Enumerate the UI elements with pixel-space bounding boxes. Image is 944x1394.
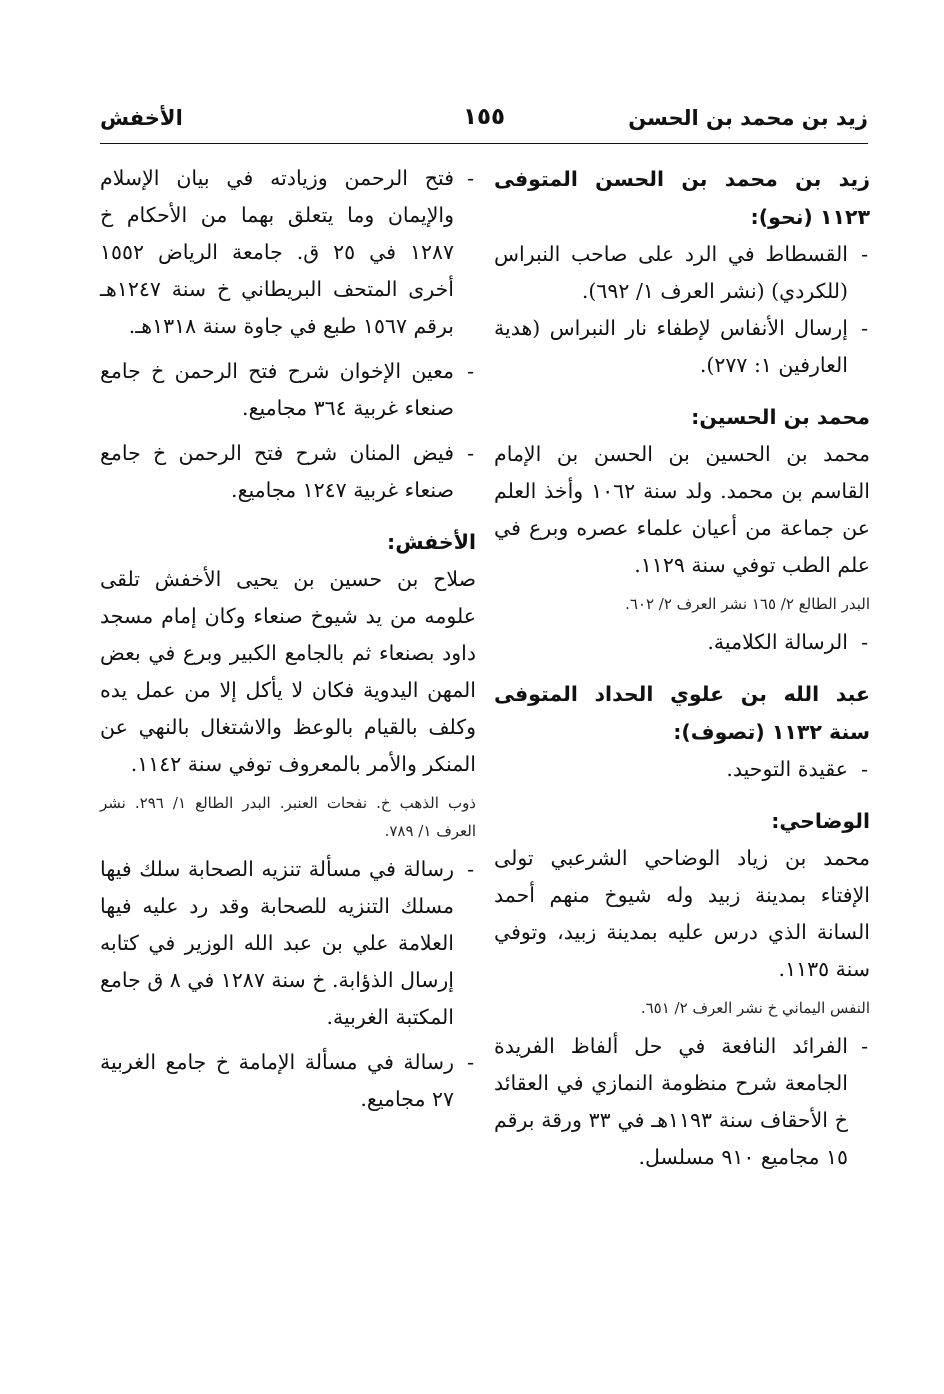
list-item: - معين الإخوان شرح فتح الرحمن خ جامع صنعاء غربية ٣٦٤ مجاميع.	[100, 353, 476, 427]
entry-text: محمد بن الحسين بن الحسن بن الإمام القاسم بن محمد. ولد سنة ١٠٦٢ وأخذ العلم عن جماعة من أعيان علماء عصره وبرع في علم الطب توفي سنة ١١٢٩.	[494, 442, 870, 577]
right-column	[494, 160, 870, 1176]
entry-source-note: ذوب الذهب خ. نفحات العنبر. البدر الطالع ١/ ٢٩٦. نشر العرف ١/ ٧٨٩.	[100, 794, 476, 840]
list-item: - فيض المنان شرح فتح الرحمن خ جامع صنعاء غربية ١٢٤٧ مجاميع.	[100, 435, 476, 509]
page-number: ١٥٥	[462, 104, 506, 130]
entry-title: الوضاحي:	[771, 809, 870, 833]
list-item: - إرسال الأنفاس لإطفاء نار النبراس (هدية العارفين ١: ٢٧٧).	[494, 310, 870, 384]
entry-title: الأخفش:	[387, 530, 476, 554]
header-rule	[100, 143, 868, 144]
list-item: - فتح الرحمن وزيادته في بيان الإسلام والإيمان وما يتعلق بهما من الأحكام خ ١٢٨٧ في ٢٥ ق. جامعة الرياض ١٥٥٢ أخرى المتحف البريطاني خ سنة ١٢٤٧هـ برقم ١٥٦٧ طبع في جاوة سنة ١٣١٨هـ.	[100, 160, 476, 345]
left-column	[100, 160, 476, 1118]
entry-text: محمد بن زياد الوضاحي الشرعبي تولى الإفتاء بمدينة زبيد وله شيوخ منهم أحمد السانة الذي درس عليه بمدينة زبيد، وتوفي سنة ١١٣٥.	[494, 846, 870, 981]
entry-title: زيد بن محمد بن الحسن المتوفى ١١٢٣ (نحو):	[494, 167, 870, 229]
header-right-title: زيد بن محمد بن الحسن	[628, 106, 868, 130]
entry-source-note: النفس اليماني خ نشر العرف ٢/ ٦٥١.	[640, 999, 870, 1017]
list-item: - عقيدة التوحيد.	[494, 751, 870, 788]
list-item: - رسالة في مسألة تنزيه الصحابة سلك فيها مسلك التنزيه للصحابة وقد رد عليه فيها العلامة علي بن عبد الله الوزير في كتابه إرسال الذؤابة. خ سنة ١٢٨٧ في ٨ ق جامع المكتبة الغربية.	[100, 851, 476, 1036]
list-item: - الرسالة الكلامية.	[494, 624, 870, 661]
list-item: - القسطاط في الرد على صاحب النبراس (للكردي) (نشر العرف ١/ ٦٩٢).	[494, 236, 870, 310]
entry-title: عبد الله بن علوي الحداد المتوفى سنة ١١٣٢ (تصوف):	[494, 682, 870, 744]
entry-text: صلاح بن حسين بن يحيى الأخفش تلقى علومه من يد شيوخ صنعاء وكان إمام مسجد داود بصنعاء ثم بالجامع الكبير وبرع في بعض المهن اليدوية فكان لا يأكل إلا من عمل يده وكلف بالقيام بالوعظ والاشتغال بالنهي عن المنكر والأمر بالمعروف توفي سنة ١١٤٢.	[100, 567, 476, 776]
entry-source-note: البدر الطالع ٢/ ١٦٥ نشر العرف ٢/ ٦٠٢.	[625, 595, 870, 613]
running-header	[100, 100, 868, 140]
list-item: - الفرائد النافعة في حل ألفاظ الفريدة الجامعة شرح منظومة النمازي في العقائد خ الأحقاف سنة ١١٩٣هـ في ٣٣ ورقة برقم ١٥ مجاميع ٩١٠ مسلسل.	[494, 1028, 870, 1176]
list-item: - رسالة في مسألة الإمامة خ جامع الغربية ٢٧ مجاميع.	[100, 1044, 476, 1118]
header-left-title: الأخفش	[100, 106, 183, 130]
entry-title: محمد بن الحسين:	[691, 405, 870, 429]
